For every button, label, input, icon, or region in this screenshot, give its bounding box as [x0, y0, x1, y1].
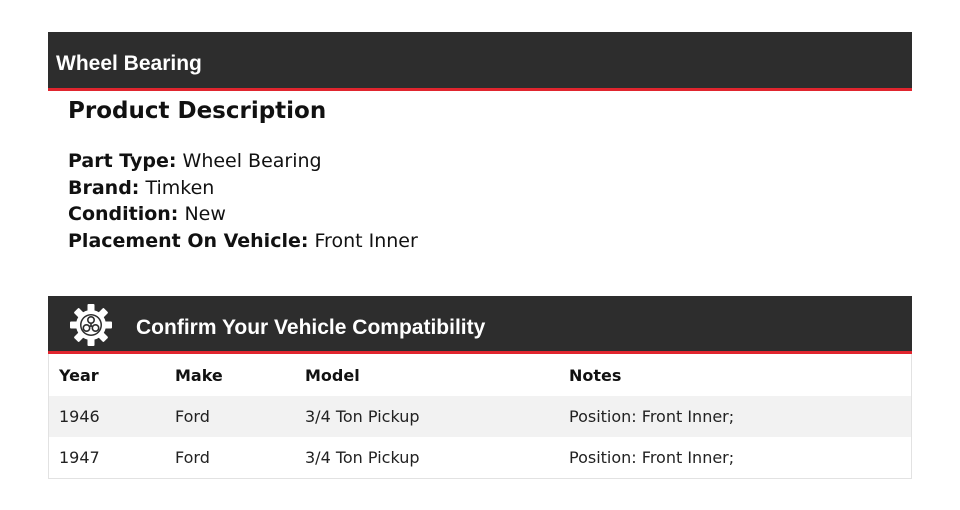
cell-make: Ford [165, 396, 295, 437]
spec-list [68, 148, 888, 254]
product-description-heading: Product Description [68, 98, 327, 124]
cell-model: 3/4 Ton Pickup [295, 437, 559, 478]
gear-icon [70, 304, 112, 346]
spec-label: Placement On Vehicle: [68, 229, 309, 252]
spec-value: Timken [145, 176, 215, 199]
product-title: Wheel Bearing [56, 52, 202, 75]
spec-placement [68, 228, 888, 255]
cell-make: Ford [165, 437, 295, 478]
column-header-model: Model [305, 365, 360, 385]
compatibility-title: Confirm Your Vehicle Compatibility [136, 316, 486, 339]
cell-year: 1947 [49, 437, 165, 478]
spec-brand [68, 175, 888, 202]
cell-notes: Position: Front Inner; [559, 396, 911, 437]
product-title-bar [48, 32, 912, 91]
spec-condition [68, 201, 888, 228]
column-header-notes: Notes [569, 365, 622, 385]
cell-year: 1946 [49, 396, 165, 437]
cell-model: 3/4 Ton Pickup [295, 396, 559, 437]
table-row [49, 437, 911, 478]
spec-label: Condition: [68, 203, 179, 225]
product-description-section [68, 96, 888, 254]
spec-value: Front Inner [314, 229, 418, 252]
spec-value: New [184, 203, 226, 225]
compatibility-table-container [48, 354, 912, 479]
compatibility-table [49, 354, 911, 478]
spec-label: Part Type: [68, 150, 177, 172]
column-header-make: Make [175, 365, 223, 385]
column-header-year: Year [59, 365, 99, 385]
spec-value: Wheel Bearing [182, 150, 322, 172]
cell-notes: Position: Front Inner; [559, 437, 911, 478]
spec-label: Brand: [68, 176, 140, 199]
spec-part-type [68, 148, 888, 175]
table-header-row [49, 354, 911, 396]
table-row [49, 396, 911, 437]
